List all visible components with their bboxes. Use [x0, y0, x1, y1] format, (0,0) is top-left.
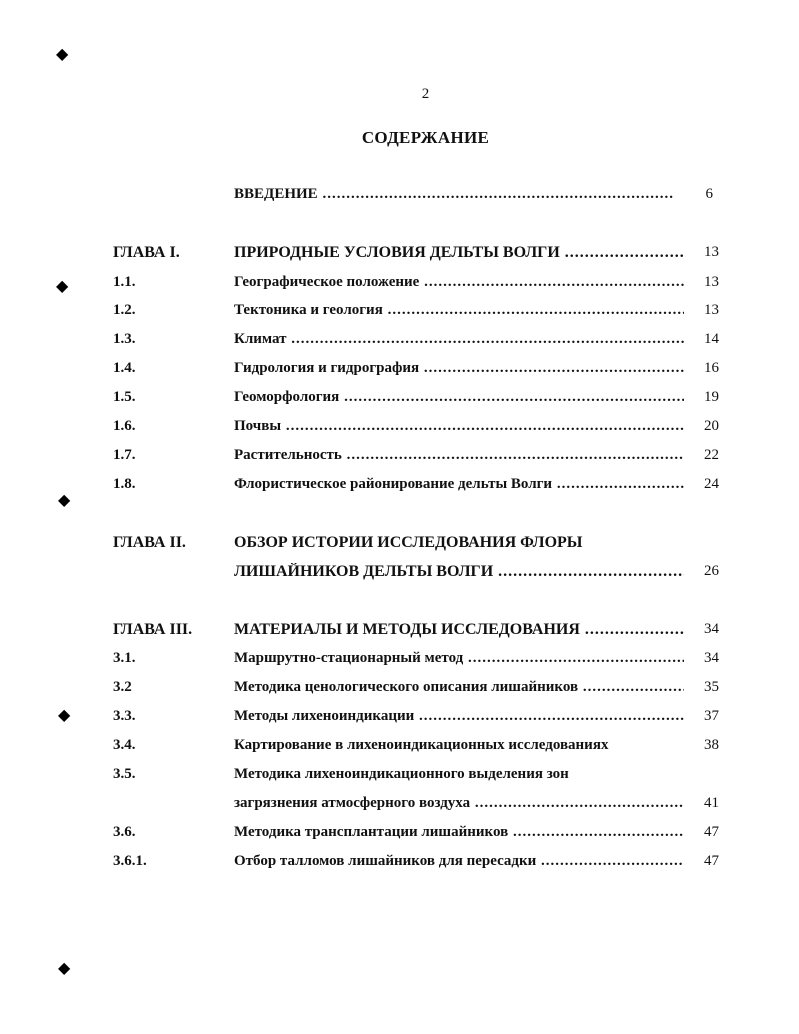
- toc-entry-intro[interactable]: [0, 186, 799, 208]
- toc-chapter-number: ГЛАВА III.: [113, 621, 193, 638]
- toc-entry-number: 1.5.: [113, 389, 136, 405]
- toc-entry-number: 3.6.: [113, 824, 136, 840]
- toc-entry-title: Растительность .....: [234, 447, 684, 464]
- toc-entry-page: 38: [704, 737, 719, 753]
- scan-mark: ◆: [58, 960, 71, 977]
- toc-entry-number: 3.3.: [113, 708, 136, 724]
- toc-entry-page: 26: [704, 563, 719, 579]
- toc-chapter-1[interactable]: [0, 244, 799, 266]
- toc-entry-page: 35: [704, 679, 719, 695]
- toc-entry-number: 3.4.: [113, 737, 136, 753]
- toc-entry[interactable]: [0, 389, 799, 411]
- toc-entry-title: Флористическое районирование дельты Волги .....: [234, 476, 684, 493]
- toc-entry-title: Методика ценологического описания лишайников .....: [234, 679, 684, 696]
- toc-entry[interactable]: [0, 824, 799, 846]
- toc-entry-title: Методика трансплантации лишайников .....: [234, 824, 684, 841]
- toc-entry-page: 24: [704, 476, 719, 492]
- toc-entry-title-line2: загрязнения атмосферного воздуха .....: [234, 795, 684, 812]
- toc-entry[interactable]: [0, 708, 799, 730]
- toc-entry-number: 1.2.: [113, 302, 136, 318]
- toc-entry-title: Гидрология и гидрография .....: [234, 360, 684, 377]
- toc-entry[interactable]: [0, 447, 799, 469]
- toc-chapter-3[interactable]: [0, 621, 799, 643]
- toc-entry-number: 1.3.: [113, 331, 136, 347]
- toc-title: СОДЕРЖАНИЕ: [361, 128, 490, 147]
- toc-entry-page: 41: [704, 795, 719, 811]
- scan-mark: ◆: [58, 492, 71, 509]
- toc-entry-page: 13: [704, 302, 719, 318]
- toc-entry-title: Отбор талломов лишайников для пересадки .....: [234, 853, 684, 870]
- toc-entry-page: 34: [704, 650, 719, 666]
- toc-entry-page: 47: [704, 853, 719, 869]
- toc-entry-title: Почвы .....: [234, 418, 684, 435]
- toc-entry-number: 1.4.: [113, 360, 136, 376]
- toc-entry-page: 47: [704, 824, 719, 840]
- toc-entry-number: 3.5.: [113, 766, 136, 782]
- toc-chapter-title-line1: ОБЗОР ИСТОРИИ ИССЛЕДОВАНИЯ ФЛОРЫ: [234, 534, 583, 551]
- toc-entry[interactable]: [0, 737, 799, 759]
- toc-entry-title: Картирование в лихеноиндикационных исследованиях: [234, 737, 609, 753]
- toc-entry-title: Методы лихеноиндикации .....: [234, 708, 684, 725]
- toc-entry-number: 3.1.: [113, 650, 136, 666]
- toc-entry[interactable]: [0, 418, 799, 440]
- page-number: 2: [421, 86, 430, 102]
- toc-entry-title: Географическое положение .....: [234, 274, 684, 291]
- toc-entry-title: Климат .....: [234, 331, 684, 348]
- toc-entry[interactable]: [0, 274, 799, 296]
- toc-chapter-2-continued[interactable]: [0, 563, 799, 585]
- toc-entry-title-line1: Методика лихеноиндикационного выделения зон: [234, 766, 569, 782]
- scan-mark: ◆: [56, 278, 69, 295]
- toc-entry[interactable]: [0, 766, 799, 788]
- toc-entry-number: 3.2: [113, 679, 132, 695]
- toc-entry-title: ВВЕДЕНИЕ .....: [234, 186, 674, 203]
- toc-entry-number: 1.7.: [113, 447, 136, 463]
- toc-entry[interactable]: [0, 360, 799, 382]
- scan-mark: ◆: [58, 707, 71, 724]
- toc-entry-title: Геоморфология .....: [234, 389, 684, 406]
- toc-entry[interactable]: [0, 476, 799, 498]
- toc-entry-page: 19: [704, 389, 719, 405]
- toc-entry-number: 1.6.: [113, 418, 136, 434]
- toc-chapter-title: ПРИРОДНЫЕ УСЛОВИЯ ДЕЛЬТЫ ВОЛГИ .....: [234, 244, 684, 262]
- toc-entry-page: 14: [704, 331, 719, 347]
- toc-entry-title: Маршрутно-стационарный метод .....: [234, 650, 684, 667]
- toc-entry-page: 13: [704, 244, 719, 260]
- toc-entry-page: 34: [704, 621, 719, 637]
- toc-chapter-2[interactable]: [0, 534, 799, 556]
- toc-entry-page: 13: [704, 274, 719, 290]
- toc-entry[interactable]: [0, 679, 799, 701]
- toc-entry[interactable]: [0, 853, 799, 875]
- toc-entry-number: 1.1.: [113, 274, 136, 290]
- toc-chapter-title: МАТЕРИАЛЫ И МЕТОДЫ ИССЛЕДОВАНИЯ .....: [234, 621, 684, 639]
- toc-entry[interactable]: [0, 302, 799, 324]
- toc-entry-page: 20: [704, 418, 719, 434]
- toc-chapter-title-line2: ЛИШАЙНИКОВ ДЕЛЬТЫ ВОЛГИ .....: [234, 563, 684, 581]
- toc-entry-page: 6: [705, 186, 713, 202]
- toc-entry-title: Тектоника и геология .....: [234, 302, 684, 319]
- toc-chapter-number: ГЛАВА II.: [113, 534, 186, 551]
- toc-entry-continued[interactable]: [0, 795, 799, 817]
- toc-entry-page: 37: [704, 708, 719, 724]
- toc-chapter-number: ГЛАВА I.: [113, 244, 180, 261]
- toc-entry-number: 1.8.: [113, 476, 136, 492]
- toc-entry-page: 16: [704, 360, 719, 376]
- toc-entry-number: 3.6.1.: [113, 853, 147, 869]
- scan-mark: ◆: [56, 46, 69, 63]
- toc-entry[interactable]: [0, 331, 799, 353]
- toc-entry-page: 22: [704, 447, 719, 463]
- toc-entry[interactable]: [0, 650, 799, 672]
